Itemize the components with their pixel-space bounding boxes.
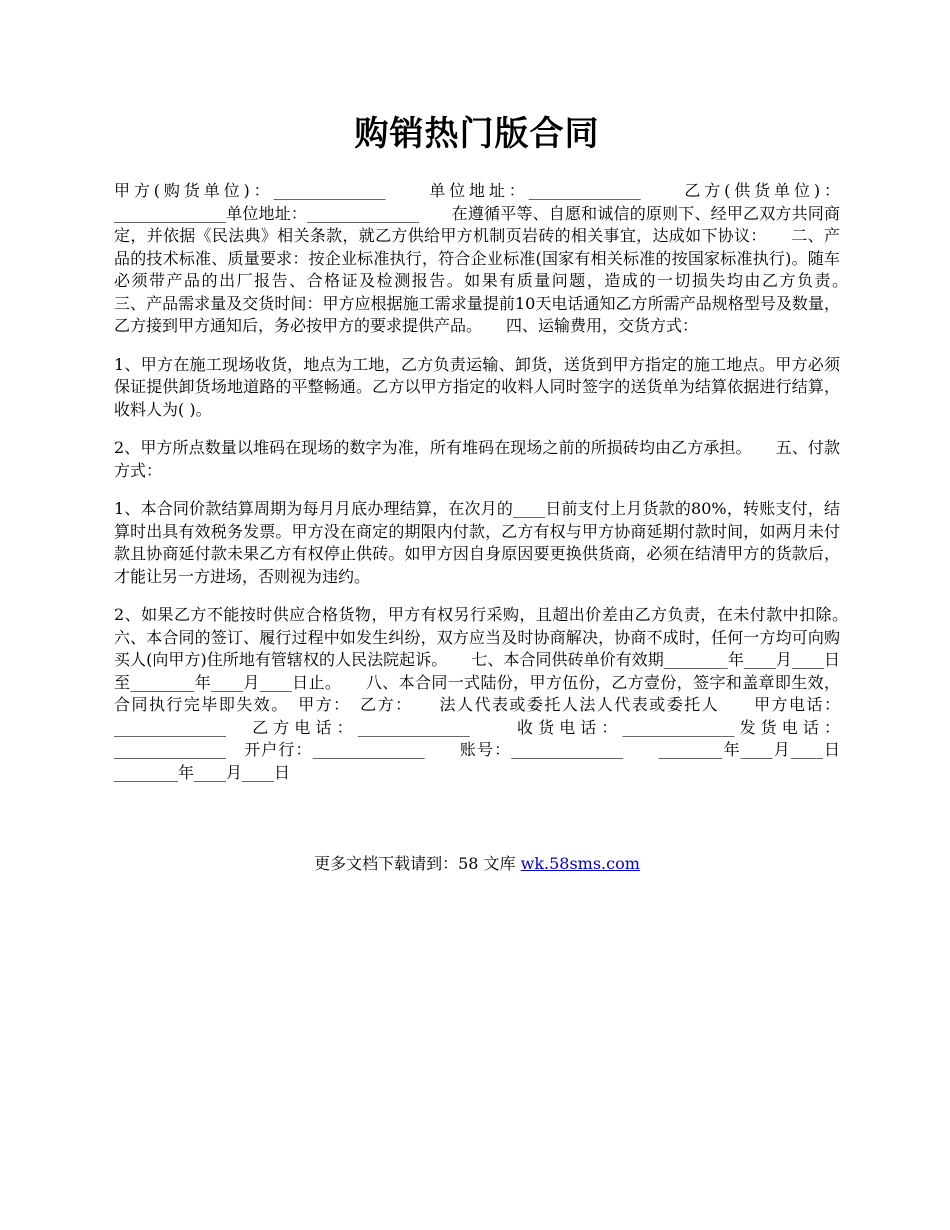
paragraph-delivery-1: 1、甲方在施工现场收货，地点为工地，乙方负责运输、卸货，送货到甲方指定的施工地点。甲方必须保证提供卸货场地道路的平整畅通。乙方以甲方指定的收料人同时签字的送货单为结算依据进行结算，收料人为( )。 bbox=[114, 354, 840, 419]
paragraph-payment-2: 2、如果乙方不能按时供应合格货物，甲方有权另行采购，且超出价差由乙方负责，在未付款中扣除。 六、本合同的签订、履行过程中如发生纠纷，双方应当及时协商解决，协商不成时，任何一方均可向购买人(向甲方)住所地有管辖权的人民法院起诉。 七、本合同供砖单价有效期________年____月____日至________年____月____日止。 八、本合同一式陆份，甲方伍份，乙方壹份，签字和盖章即生效，合同执行完毕即失效。 甲方： 乙方： 法人代表或委托人法人代表或委托人 甲方电话：______________ 乙方电话：______________ 收货电话：______________发货电话：______________ 开户行：______________ 账号：______________ ________年____月____日 ________年____月____日 bbox=[114, 605, 873, 782]
footer-text: 更多文档下载请到：58 文库 bbox=[314, 854, 521, 873]
download-footer bbox=[114, 853, 840, 876]
paragraph-preamble: 甲方(购货单位)：______________ 单位地址：______________ 乙方(供货单位)：______________单位地址：______________ 在遵循平等、自愿和诚信的原则下、经甲乙双方共同商定，并依据《民法典》相关条款，就乙方供给甲方机制页岩砖的相关事宜，达成如下协议： 二、产品的技术标准、质量要求：按企业标准执行，符合企业标准(国家有相关标准的按国家标准执行)。随车必须带产品的出厂报告、合格证及检测报告。如果有质量问题，造成的一切损失均由乙方负责。 三、产品需求量及交货时间：甲方应根据施工需求量提前10天电话通知乙方所需产品规格型号及数量，乙方接到甲方通知后，务必按甲方的要求提供产品。 四、运输费用，交货方式： bbox=[114, 181, 873, 335]
document-body bbox=[114, 180, 873, 784]
footer-link[interactable]: wk.58sms.com bbox=[520, 854, 640, 873]
document-title: 购销热门版合同 bbox=[354, 114, 600, 154]
paragraph-delivery-2: 2、甲方所点数量以堆码在现场的数字为准，所有堆码在现场之前的所损砖均由乙方承担。 五、付款方式： bbox=[114, 438, 840, 480]
paragraph-payment-1: 1、本合同价款结算周期为每月月底办理结算，在次月的____日前支付上月货款的80%，转账支付，结算时出具有效税务发票。甲方没在商定的期限内付款，乙方有权与甲方协商延期付款时间，如两月未付款且协商延付款未果乙方有权停止供砖。如甲方因自身原因要更换供货商，必须在结清甲方的货款后，才能让另一方进场，否则视为违约。 bbox=[114, 499, 840, 586]
